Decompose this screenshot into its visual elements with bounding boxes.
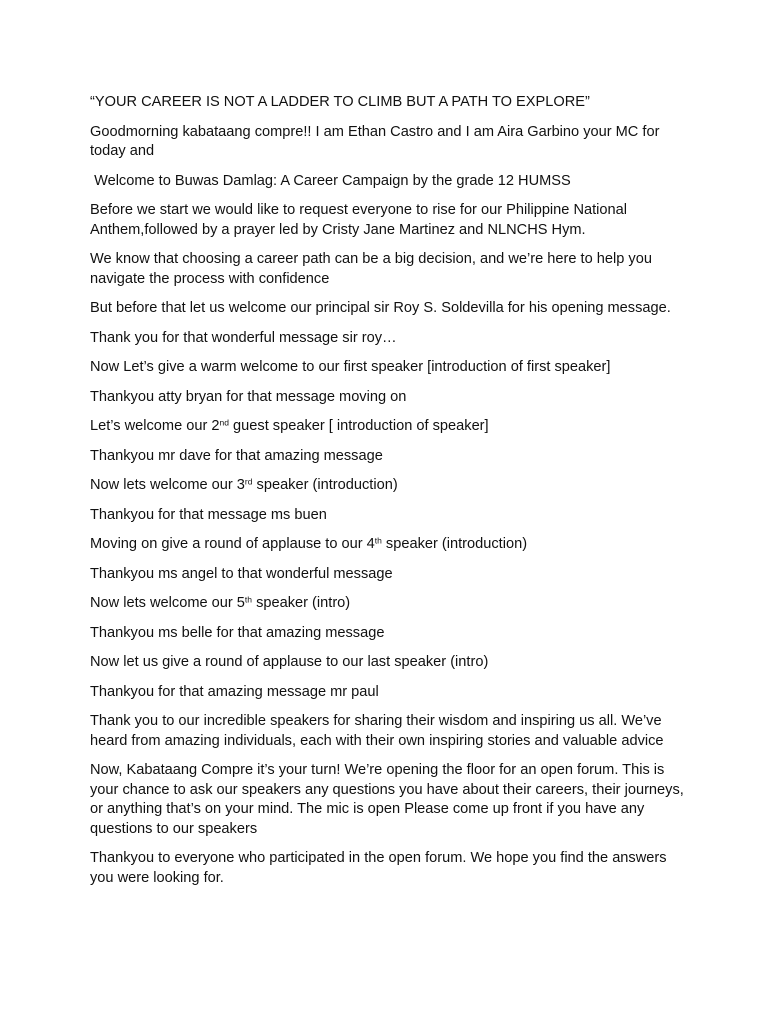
paragraph-first-speaker: Now Let’s give a warm welcome to our first speaker [introduction of first speaker]: [90, 359, 611, 375]
paragraph-anthem: Before we start we would like to request everyone to rise for our Philippine National Anthem,followed by a prayer led by Cristy Jane Martinez and NLNCHS Hym.: [90, 202, 628, 238]
paragraph-thanks-fourth: Thankyou ms angel to that wonderful message: [90, 565, 393, 582]
text-segment: speaker (intro): [252, 595, 351, 611]
text-segment: guest speaker [ introduction of speaker]: [229, 418, 489, 434]
text-segment: speaker (introduction): [252, 477, 398, 493]
paragraph-last-speaker: Now let us give a round of applause to our last speaker (intro): [90, 654, 489, 670]
text-segment: speaker (introduction): [381, 536, 528, 552]
paragraph-fourth-speaker: [90, 535, 686, 555]
paragraph-greeting: Goodmorning kabataang compre!! I am Ethan Castro and I am Aira Garbino your MC for today and: [90, 123, 660, 159]
paragraph-thanks-third: Thankyou for that message ms buen: [90, 506, 327, 523]
paragraph-thanks-first: Thankyou atty bryan for that message moving on: [90, 388, 407, 405]
paragraph-open-forum: Now, Kabataang Compre it’s your turn! We’re opening the floor for an open forum. This is your chance to ask our speakers any questions you have about their careers, their journeys, or anything that’s on your mind. The mic is open Please come up front if you have any questions to our speakers: [90, 762, 684, 837]
paragraph-thanks-all-speakers: Thank you to our incredible speakers for sharing their wisdom and inspiring us all. We’ve heard from amazing individuals, each with their own inspiring stories and valuable advice: [90, 713, 664, 749]
paragraph-third-speaker: [90, 476, 686, 496]
paragraph-thanks-second: Thankyou mr dave for that amazing message: [90, 447, 383, 464]
paragraph-closing: Thankyou to everyone who participated in the open forum. We hope you find the answers you were looking for.: [90, 850, 667, 886]
ordinal-suffix: th: [244, 594, 253, 605]
text-segment: Now lets welcome our 5: [90, 595, 245, 611]
text-segment: Now lets welcome our 3: [90, 477, 245, 493]
paragraph-career-path: We know that choosing a career path can be a big decision, and we’re here to help you navigate the process with confidence: [90, 251, 652, 287]
paragraph-welcome: Welcome to Buwas Damlag: A Career Campaign by the grade 12 HUMSS: [90, 172, 571, 189]
paragraph-thanks-principal: Thank you for that wonderful message sir roy…: [90, 329, 397, 346]
ordinal-suffix: nd: [219, 417, 229, 428]
ordinal-suffix: th: [374, 535, 382, 546]
document-title: “YOUR CAREER IS NOT A LADDER TO CLIMB BUT A PATH TO EXPLORE”: [90, 94, 590, 110]
paragraph-second-speaker: [90, 417, 686, 437]
paragraph-principal: But before that let us welcome our principal sir Roy S. Soldevilla for his opening message.: [90, 300, 671, 316]
document-body: [90, 93, 686, 898]
paragraph-thanks-last: Thankyou for that amazing message mr paul: [90, 683, 379, 700]
ordinal-suffix: rd: [244, 476, 253, 487]
paragraph-fifth-speaker: [90, 594, 686, 614]
text-segment: Moving on give a round of applause to our 4: [90, 536, 375, 552]
text-segment: Let’s welcome our 2: [90, 418, 220, 434]
paragraph-thanks-fifth: Thankyou ms belle for that amazing message: [90, 624, 385, 641]
